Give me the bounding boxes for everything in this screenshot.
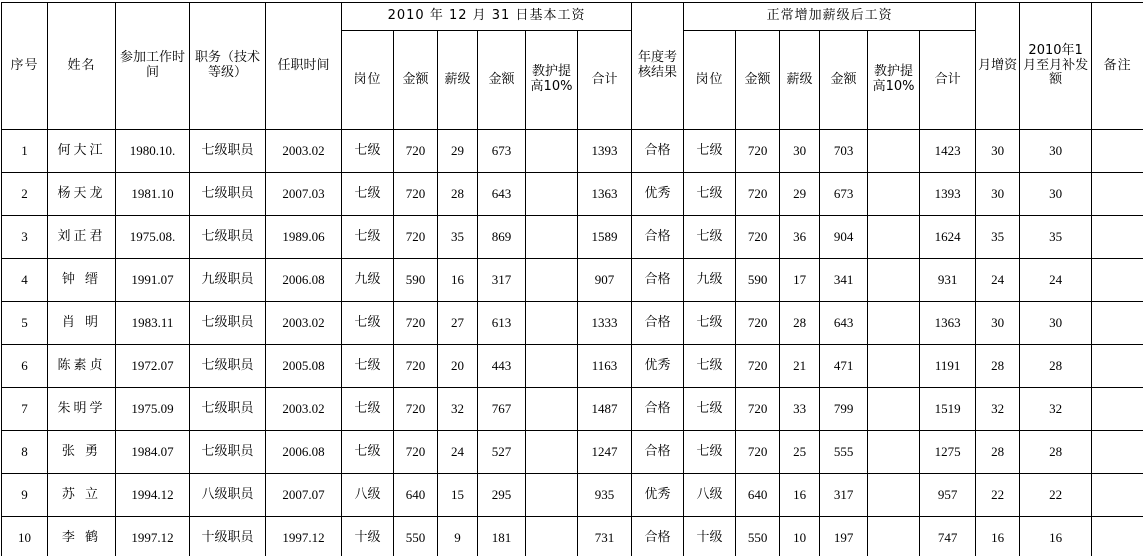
cell-basic-total: 1333 <box>578 302 632 345</box>
cell-remark <box>1092 302 1143 345</box>
cell-after-post: 七级 <box>684 388 736 431</box>
cell-backpay: 28 <box>1020 431 1092 474</box>
cell-after-total: 1191 <box>920 345 976 388</box>
cell-basic-amount: 720 <box>394 431 438 474</box>
cell-appoint-time: 2005.08 <box>266 345 342 388</box>
cell-seq: 7 <box>2 388 48 431</box>
table-row <box>2 388 1143 431</box>
col-header-remark: 备注 <box>1092 3 1143 130</box>
cell-post-level: 七级职员 <box>190 431 266 474</box>
cell-work-start: 1997.12 <box>116 517 190 556</box>
cell-backpay: 24 <box>1020 259 1092 302</box>
cell-basic-amount: 550 <box>394 517 438 556</box>
cell-basic-grade: 24 <box>438 431 478 474</box>
cell-basic-grade: 15 <box>438 474 478 517</box>
cell-work-start: 1975.09 <box>116 388 190 431</box>
cell-post-level: 七级职员 <box>190 173 266 216</box>
cell-after-nursing <box>868 130 920 173</box>
cell-remark <box>1092 474 1143 517</box>
cell-after-amount2: 643 <box>820 302 868 345</box>
cell-after-grade: 29 <box>780 173 820 216</box>
cell-after-post: 七级 <box>684 302 736 345</box>
cell-monthly-increase: 35 <box>976 216 1020 259</box>
cell-basic-total: 1487 <box>578 388 632 431</box>
cell-remark <box>1092 173 1143 216</box>
cell-after-grade: 25 <box>780 431 820 474</box>
cell-assessment: 合格 <box>632 302 684 345</box>
cell-after-grade: 36 <box>780 216 820 259</box>
cell-after-nursing <box>868 302 920 345</box>
cell-monthly-increase: 30 <box>976 130 1020 173</box>
cell-basic-total: 907 <box>578 259 632 302</box>
cell-post-level: 七级职员 <box>190 388 266 431</box>
cell-basic-grade: 29 <box>438 130 478 173</box>
cell-basic-post: 十级 <box>342 517 394 556</box>
cell-monthly-increase: 30 <box>976 302 1020 345</box>
cell-basic-total: 1247 <box>578 431 632 474</box>
cell-after-grade: 17 <box>780 259 820 302</box>
cell-basic-total: 1589 <box>578 216 632 259</box>
cell-work-start: 1975.08. <box>116 216 190 259</box>
cell-post-level: 七级职员 <box>190 345 266 388</box>
table-row <box>2 474 1143 517</box>
cell-after-total: 1393 <box>920 173 976 216</box>
cell-name: 杨天龙 <box>48 173 116 216</box>
cell-after-amount: 720 <box>736 345 780 388</box>
cell-after-post: 八级 <box>684 474 736 517</box>
cell-post-level: 九级职员 <box>190 259 266 302</box>
cell-after-total: 1423 <box>920 130 976 173</box>
cell-remark <box>1092 345 1143 388</box>
cell-basic-amount: 720 <box>394 130 438 173</box>
cell-basic-amount2: 673 <box>478 130 526 173</box>
cell-basic-nursing <box>526 130 578 173</box>
cell-after-post: 七级 <box>684 130 736 173</box>
cell-remark <box>1092 259 1143 302</box>
cell-seq: 8 <box>2 431 48 474</box>
cell-work-start: 1972.07 <box>116 345 190 388</box>
cell-after-nursing <box>868 517 920 556</box>
cell-basic-nursing <box>526 517 578 556</box>
cell-basic-amount2: 295 <box>478 474 526 517</box>
cell-after-post: 七级 <box>684 431 736 474</box>
cell-after-amount: 720 <box>736 431 780 474</box>
col-header-monthly-increase: 月增资 <box>976 3 1020 130</box>
cell-basic-post: 七级 <box>342 345 394 388</box>
cell-remark <box>1092 216 1143 259</box>
cell-after-nursing <box>868 345 920 388</box>
cell-after-total: 1275 <box>920 431 976 474</box>
cell-work-start: 1981.10 <box>116 173 190 216</box>
col-header-after-nursing-bonus: 教护提高10% <box>868 31 920 130</box>
cell-basic-total: 731 <box>578 517 632 556</box>
cell-basic-total: 1393 <box>578 130 632 173</box>
cell-appoint-time: 1989.06 <box>266 216 342 259</box>
col-header-after-amount: 金额 <box>736 31 780 130</box>
cell-after-amount: 720 <box>736 130 780 173</box>
cell-seq: 4 <box>2 259 48 302</box>
col-header-backpay: 2010年1月至月补发额 <box>1020 3 1092 130</box>
cell-basic-grade: 28 <box>438 173 478 216</box>
cell-assessment: 合格 <box>632 388 684 431</box>
cell-after-nursing <box>868 388 920 431</box>
cell-basic-grade: 9 <box>438 517 478 556</box>
cell-remark <box>1092 517 1143 556</box>
cell-after-amount2: 341 <box>820 259 868 302</box>
table-row <box>2 173 1143 216</box>
col-header-name: 姓名 <box>48 3 116 130</box>
cell-basic-nursing <box>526 173 578 216</box>
cell-after-grade: 30 <box>780 130 820 173</box>
cell-after-grade: 21 <box>780 345 820 388</box>
col-header-basic-amount: 金额 <box>394 31 438 130</box>
cell-after-total: 747 <box>920 517 976 556</box>
cell-post-level: 十级职员 <box>190 517 266 556</box>
cell-appoint-time: 2007.07 <box>266 474 342 517</box>
cell-basic-post: 七级 <box>342 431 394 474</box>
cell-monthly-increase: 32 <box>976 388 1020 431</box>
table-row <box>2 302 1143 345</box>
cell-basic-amount: 640 <box>394 474 438 517</box>
cell-assessment: 优秀 <box>632 345 684 388</box>
cell-backpay: 22 <box>1020 474 1092 517</box>
cell-basic-nursing <box>526 345 578 388</box>
col-header-basic-total: 合计 <box>578 31 632 130</box>
cell-monthly-increase: 24 <box>976 259 1020 302</box>
cell-basic-nursing <box>526 431 578 474</box>
cell-name: 朱明学 <box>48 388 116 431</box>
cell-basic-post: 九级 <box>342 259 394 302</box>
cell-seq: 5 <box>2 302 48 345</box>
cell-after-amount: 550 <box>736 517 780 556</box>
cell-after-total: 931 <box>920 259 976 302</box>
cell-name: 苏 立 <box>48 474 116 517</box>
cell-after-total: 1624 <box>920 216 976 259</box>
table-row <box>2 130 1143 173</box>
table-row <box>2 431 1143 474</box>
wage-table <box>1 2 1143 556</box>
cell-work-start: 1994.12 <box>116 474 190 517</box>
cell-name: 刘正君 <box>48 216 116 259</box>
group-header-after-increase: 正常增加薪级后工资 <box>684 3 976 31</box>
cell-basic-post: 七级 <box>342 130 394 173</box>
cell-after-amount2: 703 <box>820 130 868 173</box>
cell-post-level: 七级职员 <box>190 302 266 345</box>
col-header-basic-nursing-bonus: 教护提高10% <box>526 31 578 130</box>
cell-backpay: 28 <box>1020 345 1092 388</box>
cell-basic-total: 935 <box>578 474 632 517</box>
col-header-basic-grade: 薪级 <box>438 31 478 130</box>
cell-monthly-increase: 16 <box>976 517 1020 556</box>
cell-assessment: 合格 <box>632 259 684 302</box>
table-row <box>2 345 1143 388</box>
cell-basic-amount: 720 <box>394 345 438 388</box>
cell-basic-amount: 720 <box>394 216 438 259</box>
cell-after-post: 十级 <box>684 517 736 556</box>
cell-monthly-increase: 28 <box>976 345 1020 388</box>
cell-after-amount: 720 <box>736 388 780 431</box>
cell-name: 钟 缙 <box>48 259 116 302</box>
cell-basic-amount: 720 <box>394 388 438 431</box>
cell-basic-post: 八级 <box>342 474 394 517</box>
cell-remark <box>1092 431 1143 474</box>
cell-after-grade: 33 <box>780 388 820 431</box>
cell-after-amount2: 673 <box>820 173 868 216</box>
cell-work-start: 1980.10. <box>116 130 190 173</box>
cell-appoint-time: 2007.03 <box>266 173 342 216</box>
cell-after-amount2: 904 <box>820 216 868 259</box>
col-header-appoint-time: 任职时间 <box>266 3 342 130</box>
col-header-post-level: 职务（技术等级） <box>190 3 266 130</box>
cell-basic-grade: 20 <box>438 345 478 388</box>
col-header-after-total: 合计 <box>920 31 976 130</box>
cell-basic-nursing <box>526 302 578 345</box>
cell-basic-total: 1363 <box>578 173 632 216</box>
cell-basic-amount: 720 <box>394 173 438 216</box>
cell-after-total: 1363 <box>920 302 976 345</box>
cell-after-amount2: 471 <box>820 345 868 388</box>
cell-after-post: 七级 <box>684 345 736 388</box>
cell-after-nursing <box>868 431 920 474</box>
cell-appoint-time: 1997.12 <box>266 517 342 556</box>
cell-backpay: 30 <box>1020 302 1092 345</box>
table-header-group-row <box>2 3 1143 31</box>
cell-work-start: 1991.07 <box>116 259 190 302</box>
cell-after-amount2: 197 <box>820 517 868 556</box>
cell-basic-amount2: 181 <box>478 517 526 556</box>
cell-basic-amount2: 317 <box>478 259 526 302</box>
cell-after-amount: 720 <box>736 173 780 216</box>
cell-basic-post: 七级 <box>342 302 394 345</box>
table-row <box>2 517 1143 556</box>
cell-assessment: 合格 <box>632 517 684 556</box>
cell-basic-nursing <box>526 259 578 302</box>
col-header-after-amount2: 金额 <box>820 31 868 130</box>
cell-after-grade: 10 <box>780 517 820 556</box>
cell-seq: 2 <box>2 173 48 216</box>
cell-after-grade: 16 <box>780 474 820 517</box>
cell-basic-amount2: 643 <box>478 173 526 216</box>
cell-work-start: 1984.07 <box>116 431 190 474</box>
cell-seq: 6 <box>2 345 48 388</box>
cell-after-amount: 720 <box>736 302 780 345</box>
cell-seq: 3 <box>2 216 48 259</box>
cell-basic-amount2: 527 <box>478 431 526 474</box>
cell-after-total: 957 <box>920 474 976 517</box>
cell-after-amount2: 555 <box>820 431 868 474</box>
cell-basic-grade: 27 <box>438 302 478 345</box>
cell-assessment: 优秀 <box>632 173 684 216</box>
cell-remark <box>1092 130 1143 173</box>
cell-seq: 1 <box>2 130 48 173</box>
cell-basic-amount: 590 <box>394 259 438 302</box>
cell-appoint-time: 2006.08 <box>266 431 342 474</box>
col-header-assessment: 年度考核结果 <box>632 3 684 130</box>
cell-basic-grade: 16 <box>438 259 478 302</box>
col-header-basic-amount2: 金额 <box>478 31 526 130</box>
cell-after-amount2: 799 <box>820 388 868 431</box>
cell-backpay: 35 <box>1020 216 1092 259</box>
cell-after-post: 七级 <box>684 216 736 259</box>
cell-assessment: 合格 <box>632 216 684 259</box>
table-row <box>2 259 1143 302</box>
cell-name: 肖 明 <box>48 302 116 345</box>
cell-basic-amount2: 613 <box>478 302 526 345</box>
cell-after-amount: 720 <box>736 216 780 259</box>
col-header-after-post: 岗位 <box>684 31 736 130</box>
cell-after-grade: 28 <box>780 302 820 345</box>
cell-appoint-time: 2006.08 <box>266 259 342 302</box>
cell-backpay: 32 <box>1020 388 1092 431</box>
cell-backpay: 16 <box>1020 517 1092 556</box>
cell-appoint-time: 2003.02 <box>266 302 342 345</box>
cell-seq: 9 <box>2 474 48 517</box>
cell-basic-post: 七级 <box>342 388 394 431</box>
cell-appoint-time: 2003.02 <box>266 130 342 173</box>
cell-post-level: 七级职员 <box>190 130 266 173</box>
col-header-seq: 序号 <box>2 3 48 130</box>
cell-after-amount2: 317 <box>820 474 868 517</box>
cell-name: 何大江 <box>48 130 116 173</box>
cell-post-level: 八级职员 <box>190 474 266 517</box>
cell-after-nursing <box>868 474 920 517</box>
cell-name: 李 鹤 <box>48 517 116 556</box>
cell-basic-nursing <box>526 474 578 517</box>
cell-backpay: 30 <box>1020 130 1092 173</box>
col-header-work-start: 参加工作时间 <box>116 3 190 130</box>
group-header-basic-salary: 2010 年 12 月 31 日基本工资 <box>342 3 632 31</box>
table-row <box>2 216 1143 259</box>
cell-basic-post: 七级 <box>342 173 394 216</box>
cell-assessment: 合格 <box>632 431 684 474</box>
cell-basic-amount: 720 <box>394 302 438 345</box>
col-header-basic-post: 岗位 <box>342 31 394 130</box>
cell-backpay: 30 <box>1020 173 1092 216</box>
cell-basic-grade: 35 <box>438 216 478 259</box>
cell-after-post: 七级 <box>684 173 736 216</box>
cell-assessment: 合格 <box>632 130 684 173</box>
cell-monthly-increase: 22 <box>976 474 1020 517</box>
cell-basic-amount2: 443 <box>478 345 526 388</box>
cell-basic-total: 1163 <box>578 345 632 388</box>
cell-assessment: 优秀 <box>632 474 684 517</box>
cell-basic-grade: 32 <box>438 388 478 431</box>
cell-after-nursing <box>868 173 920 216</box>
cell-seq: 10 <box>2 517 48 556</box>
cell-after-total: 1519 <box>920 388 976 431</box>
cell-basic-nursing <box>526 216 578 259</box>
cell-post-level: 七级职员 <box>190 216 266 259</box>
cell-after-amount: 590 <box>736 259 780 302</box>
cell-remark <box>1092 388 1143 431</box>
cell-monthly-increase: 30 <box>976 173 1020 216</box>
cell-basic-amount2: 869 <box>478 216 526 259</box>
cell-after-amount: 640 <box>736 474 780 517</box>
cell-basic-amount2: 767 <box>478 388 526 431</box>
cell-name: 陈素贞 <box>48 345 116 388</box>
cell-monthly-increase: 28 <box>976 431 1020 474</box>
cell-basic-post: 七级 <box>342 216 394 259</box>
cell-after-post: 九级 <box>684 259 736 302</box>
cell-name: 张 勇 <box>48 431 116 474</box>
cell-work-start: 1983.11 <box>116 302 190 345</box>
col-header-after-grade: 薪级 <box>780 31 820 130</box>
cell-after-nursing <box>868 259 920 302</box>
cell-basic-nursing <box>526 388 578 431</box>
cell-after-nursing <box>868 216 920 259</box>
cell-appoint-time: 2003.02 <box>266 388 342 431</box>
